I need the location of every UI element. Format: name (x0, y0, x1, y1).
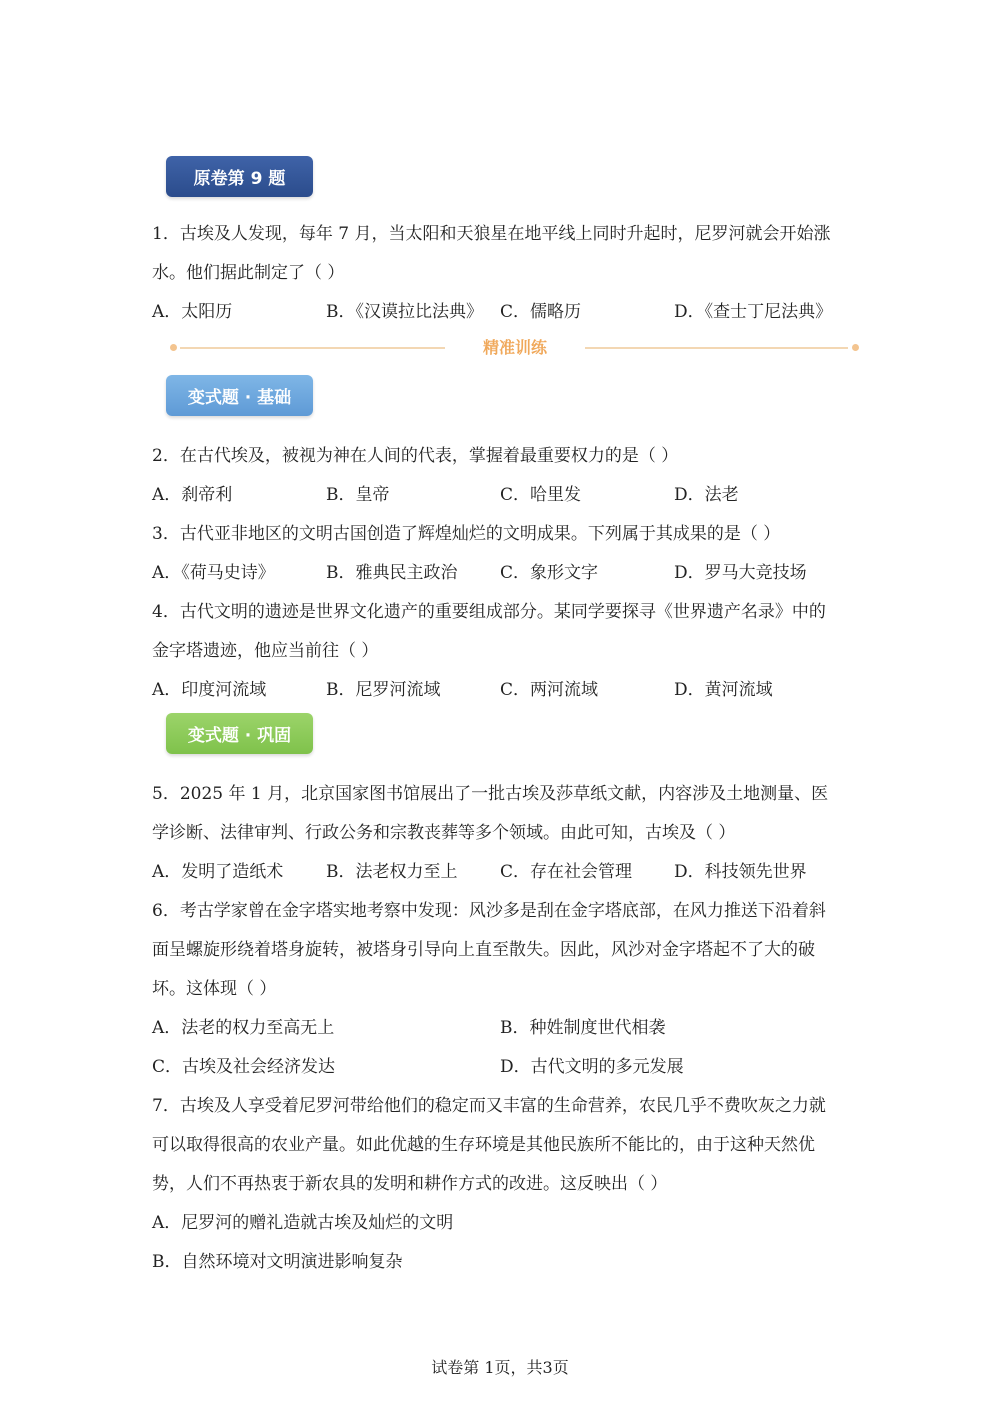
q7-option-a: A．尼罗河的赠礼造就古埃及灿烂的文明 (152, 1213, 454, 1233)
q2-option-c: C．哈里发 (500, 485, 582, 505)
q1-option-d: D．《查士丁尼法典》 (674, 302, 833, 322)
q1-option-c: C．儒略历 (500, 302, 582, 322)
divider-line-left (180, 347, 445, 349)
page-footer: 试卷第 1页，共3页 (431, 1358, 569, 1377)
q3-option-c: C．象形文字 (500, 563, 599, 583)
divider-label: 精准训练 (482, 338, 547, 357)
q4-stem-line1: 4．古代文明的遗迹是世界文化遗产的重要组成部分。某同学要探寻《世界遗产名录》中的 (152, 602, 826, 622)
q1-option-b: B．《汉谟拉比法典》 (326, 302, 483, 322)
q6-option-c: C．古埃及社会经济发达 (152, 1057, 336, 1077)
q6-stem-line2: 面呈螺旋形绕着塔身旋转，被塔身引导向上直至散失。因此，风沙对金字塔起不了大的破 (152, 940, 815, 960)
q6-stem-line3: 坏。这体现（ ） (152, 979, 277, 999)
q1-stem-line1: 1．古埃及人发现，每年 7 月，当太阳和天狼星在地平线上同时升起时，尼罗河就会开始涨 (152, 224, 831, 244)
q7-stem-line1: 7．古埃及人享受着尼罗河带给他们的稳定而又丰富的生命营养，农民几乎不费吹灰之力就 (152, 1096, 826, 1116)
q4-option-d: D．黄河流域 (674, 680, 773, 700)
q3-option-b: B．雅典民主政治 (326, 563, 458, 583)
original-question-badge: 原卷第 9 题 (166, 156, 313, 197)
q6-stem-line1: 6．考古学家曾在金字塔实地考察中发现：风沙多是刮在金字塔底部，在风力推送下沿着斜 (152, 901, 826, 921)
variant-basic-badge: 变式题 · 基础 (166, 375, 313, 416)
q2-stem: 2．在古代埃及，被视为神在人间的代表，掌握着最重要权力的是（ ） (152, 446, 679, 466)
q7-stem-line3: 势，人们不再热衷于新农具的发明和耕作方式的改进。这反映出（ ） (152, 1174, 668, 1194)
q6-option-a: A．法老的权力至高无上 (152, 1018, 335, 1038)
q4-option-b: B．尼罗河流域 (326, 680, 441, 700)
q3-stem: 3．古代亚非地区的文明古国创造了辉煌灿烂的文明成果。下列属于其成果的是（ ） (152, 524, 781, 544)
q5-option-c: C．存在社会管理 (500, 862, 633, 882)
q6-option-b: B．种姓制度世代相袭 (500, 1018, 666, 1038)
q2-option-b: B．皇帝 (326, 485, 390, 505)
divider-dot-left (170, 344, 177, 351)
q3-option-a: A．《荷马史诗》 (152, 563, 275, 583)
q7-stem-line2: 可以取得很高的农业产量。如此优越的生存环境是其他民族所不能比的，由于这种天然优 (152, 1135, 815, 1155)
variant-consolidate-badge: 变式题 · 巩固 (166, 713, 313, 754)
q5-option-a: A．发明了造纸术 (152, 862, 284, 882)
q2-option-a: A．刹帝利 (152, 485, 233, 505)
q6-option-d: D．古代文明的多元发展 (500, 1057, 684, 1077)
q4-option-a: A．印度河流域 (152, 680, 267, 700)
divider-dot-right (852, 344, 859, 351)
q4-option-c: C．两河流域 (500, 680, 599, 700)
q1-option-a: A．太阳历 (152, 302, 233, 322)
q5-option-d: D．科技领先世界 (674, 862, 807, 882)
divider-line-right (585, 347, 848, 349)
q3-option-d: D．罗马大竞技场 (674, 563, 807, 583)
q5-stem-line1: 5．2025 年 1 月，北京国家图书馆展出了一批古埃及莎草纸文献，内容涉及土地测量、医 (152, 784, 829, 804)
q7-option-b: B．自然环境对文明演进影响复杂 (152, 1252, 403, 1272)
q4-stem-line2: 金字塔遗迹，他应当前往（ ） (152, 641, 379, 661)
q1-stem-line2: 水。他们据此制定了（ ） (152, 263, 345, 283)
q5-stem-line2: 学诊断、法律审判、行政公务和宗教丧葬等多个领域。由此可知，古埃及（ ） (152, 823, 736, 843)
q5-option-b: B．法老权力至上 (326, 862, 458, 882)
q2-option-d: D．法老 (674, 485, 739, 505)
section-divider (170, 336, 860, 360)
